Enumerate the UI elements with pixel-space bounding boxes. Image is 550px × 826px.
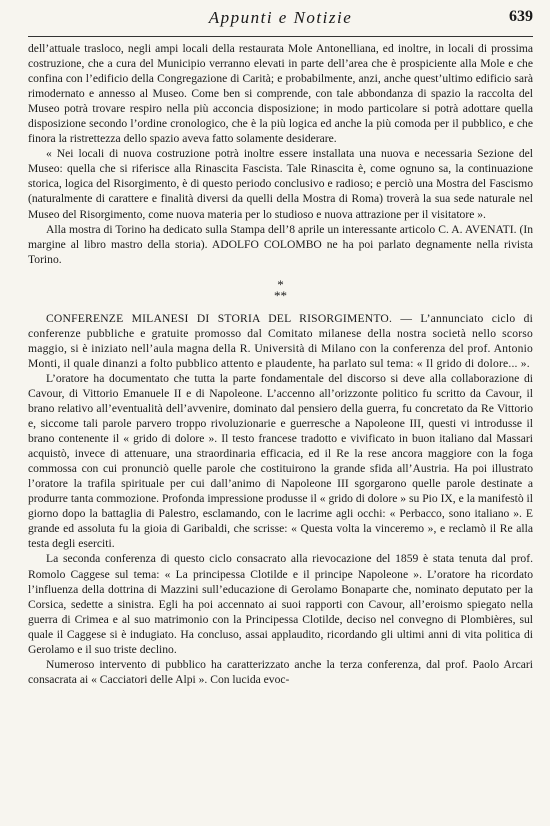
- section-separator: [28, 276, 533, 303]
- paragraph-conferenze-intro: CONFERENZE MILANESI DI STORIA DEL RISORGIMENTO. — L’annunciato ciclo di conferenze pubbliche e gratuite promosso dal Comitato milanese della nostra società nello scorso maggio, si è iniziato nell’aula magna della R. Università di Milano con la conferenza del prof. Antonio Monti, il quale dinanzi a folto pubblico attento e plaudente, ha parlato sul tema: « Il grido di dolore... ».: [28, 311, 533, 370]
- separator-star-top: *: [277, 276, 284, 292]
- running-title: Appunti e Notizie: [208, 8, 353, 27]
- paragraph-museum-continuation: dell’attuale trasloco, negli ampi locali della restaurata Mole Antonelliana, ed inoltre, in locali di prossima costruzione, che a cura del Municipio verranno elevati in parte dell’area che è prospiciente alla Mole e che confina con l’edificio della Congregazione di Carità; e probabilmente, anzi, anche quest’ultimo edificio sarà rimodernato e annesso al Museo. Come ben si comprende, con tale abbondanza di spazio la raccolta del Museo potrà trovare respiro nella più acconcia disposizione; in modo particolare si potrà adottare quella disposizione secondo l’ordine cronologico, che è la più logica ed anche la più comoda per il pubblico, e che finora la ristrettezza dello spazio aveva fatto solamente desiderare.: [28, 42, 533, 146]
- paragraph-stampa-article: Alla mostra di Torino ha dedicato sulla Stampa dell’8 aprile un interessante articolo C. A. AVENATI. (In margine al libro mastro della storia). ADOLFO COLOMBO ne ha poi parlato degnamente nella rivista Torino.: [28, 222, 533, 266]
- paragraph-second-conference: La seconda conferenza di questo ciclo consacrato alla rievocazione del 1859 è stata tenuta dal prof. Romolo Caggese sul tema: « La principessa Clotilde e il principe Napoleone ». L’oratore ha ricordato l’influenza della dottrina di Mazzini sull’educazione di Gerolamo Bonaparte che, nominato deputato per la Corsica, sedette a sinistra. Egli ha poi accennato ai suoi rapporti con Cavour, all’eroismo spiegato nella guerra di Crimea e al suo matrimonio con la Principessa Clotilde, deciso nel convegno di Plombières, sul quale il Caggese si è indugiato. Ha concluso, assai applaudito, ricordando gli ultimi anni di vita politica di Gerolamo e il suo triste declino.: [28, 552, 533, 656]
- page-header: [28, 0, 533, 37]
- paragraph-grido-di-dolore: L’oratore ha documentato che tutta la parte fondamentale del discorso si deve alla collaborazione di Cavour, di Vittorio Emanuele II e di Napoleone. L’accenno all’orizzonte politico fu scritto da Cavour, il brano relativo all’eventualità dell’avvenire, dominato dal pensiero della guerra, fu concretato da Re Vittorio e, siccome tali parole parvero troppo rivoluzionarie e guerresche a Napoleone III, questi vi introdusse il brano contenente il « grido di dolore ». Il testo francese tradotto e vivificato in buon italiano dal Massari acquistò, invece di attenuare, una straordinaria efficacia, ed il Re la rese ancora maggiore con la foga commossa con cui pronunciò quelle parole che costituirono la grande sfida all’Austria. Ha poi illustrato l’oratore la trafila spirituale per cui dall’animo di Napoleone III sgorgarono quelle parole destinate a produrre tanta commozione. Profonda impressione produsse il « grido di dolore » su Pio IX, e la manifestò il giorno dopo la battaglia di Palestro, esclamando, con le lacrime agli occhi: « Perbacco, sono italiano ». E grande ed assoluta fu la gioia di Garibaldi, che scrisse: « Questa volta la vinceremo », e reclamò il Re alla testa degli eserciti.: [28, 371, 533, 551]
- paragraph-museum-quote: « Nei locali di nuova costruzione potrà inoltre essere installata una nuova e necessaria Sezione del Museo: quella che si riferisce alla Rinascita Fascista. Tale Rinascita è, come ognuno sa, la continuazione storica, logica del Risorgimento, è di questo periodo conclusivo e radioso; e perciò una Mostra del Fascismo (naturalmente di carattere e finalità diversi da quelli della Mostra di Roma) troverà la sua sede naturale nel Museo del Risorgimento, come nuova materia per lo studioso e nuova attrazione per il visitatore ».: [28, 147, 533, 221]
- article-body: [28, 41, 533, 687]
- page-number: 639: [509, 8, 533, 25]
- paragraph-third-conference: Numeroso intervento di pubblico ha caratterizzato anche la terza conferenza, dal prof. Paolo Arcari consacrata ai « Cacciatori delle Alpi ». Con lucida evoc-: [28, 657, 533, 686]
- separator-star-bottom: **: [274, 287, 287, 303]
